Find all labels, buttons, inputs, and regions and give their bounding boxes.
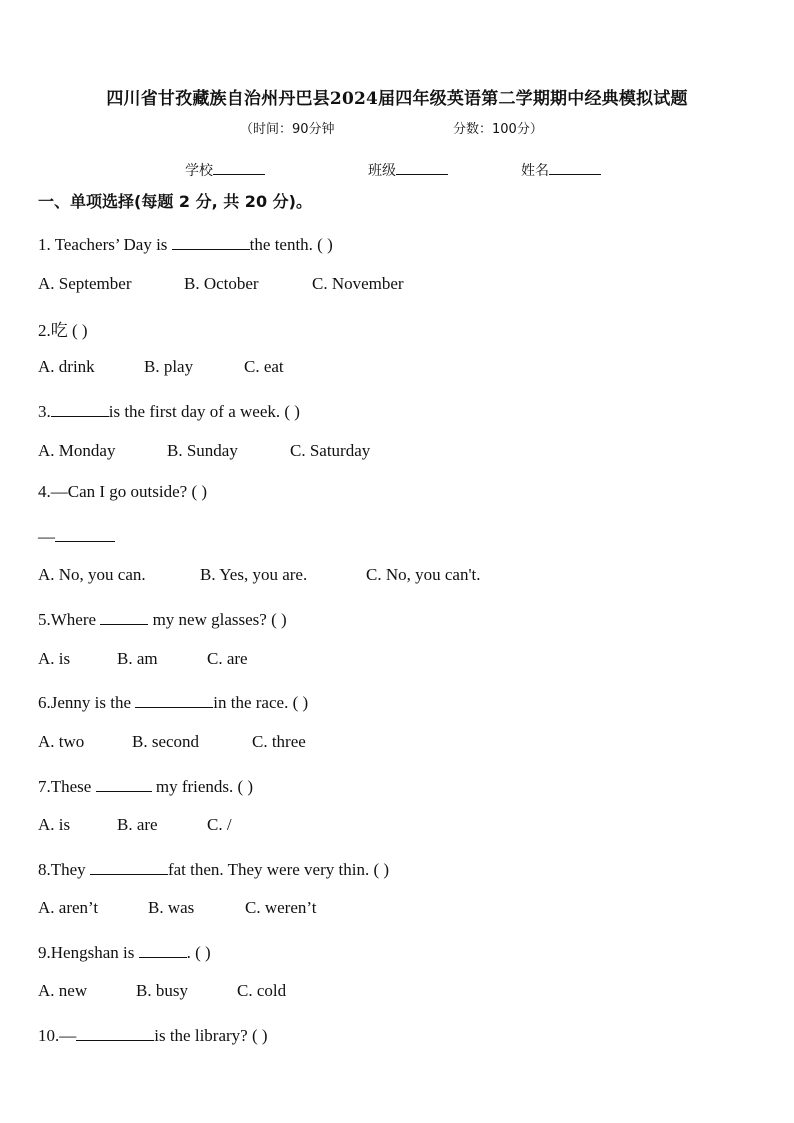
question-stem: 2.吃 ( ) [38,321,88,340]
school-field [185,160,265,180]
option-b[interactable]: B. was [148,898,195,917]
question-9 [38,940,211,963]
option-c[interactable]: C. No, you can't. [366,565,481,584]
option-b[interactable]: B. am [117,649,158,668]
question-stem: 5.Where [38,610,101,629]
question-stem: 7.These [38,777,96,796]
option-b[interactable]: B. busy [136,981,188,1000]
option-c[interactable]: C. November [312,274,404,293]
answer-blank[interactable] [76,1023,154,1041]
question-6 [38,690,308,713]
question-stem: 9.Hengshan is [38,943,139,962]
option-c[interactable]: C. three [252,732,306,751]
school-label: 学校 [185,163,213,179]
option-b[interactable]: B. second [132,732,200,751]
name-field [521,160,601,180]
option-b[interactable]: B. Yes, you are. [200,565,308,584]
answer-blank[interactable] [96,774,152,792]
answer-blank[interactable] [100,607,148,625]
option-c[interactable]: C. eat [244,357,284,376]
question-stem: my new glasses? ( ) [148,610,287,629]
option-a[interactable]: A. drink [38,357,95,376]
question-stem: 6.Jenny is the [38,693,136,712]
question-stem: 10.— [38,1026,77,1045]
option-b[interactable]: B. October [184,274,259,293]
question-stem: fat then. They were very thin. ( ) [167,860,390,879]
answer-blank[interactable] [90,857,168,875]
school-blank[interactable] [213,160,265,175]
option-c[interactable]: C. weren’t [245,898,317,917]
answer-blank[interactable] [139,940,187,958]
question-stem: is the first day of a week. ( ) [108,402,300,421]
reply-4 [38,524,115,547]
question-stem: the tenth. ( ) [249,235,333,254]
question-stem: is the library? ( ) [154,1026,268,1045]
option-c[interactable]: C. / [207,815,232,834]
answer-blank[interactable] [135,690,213,708]
class-label: 班级 [368,163,396,179]
option-a[interactable]: A. September [38,274,132,293]
question-8 [38,857,389,880]
answer-blank[interactable] [55,524,115,542]
question-stem: . ( ) [186,943,211,962]
option-c[interactable]: C. are [207,649,248,668]
option-a[interactable]: A. Monday [38,441,116,460]
option-a[interactable]: A. new [38,981,88,1000]
question-4 [38,482,207,502]
option-b[interactable]: B. play [144,357,194,376]
page-title: 四川省甘孜藏族自治州丹巴县2024届四年级英语第二学期期中经典模拟试题 [106,89,688,109]
question-1 [38,232,333,255]
option-a[interactable]: A. No, you can. [38,565,146,584]
option-c[interactable]: C. Saturday [290,441,371,460]
question-stem: in the race. ( ) [213,693,309,712]
question-5 [38,607,287,630]
question-stem: 4.—Can I go outside? ( ) [38,482,208,501]
exam-time: （时间：90分钟 [240,122,335,137]
option-a[interactable]: A. aren’t [38,898,99,917]
question-stem: 3. [38,402,51,421]
question-3 [38,399,300,422]
name-blank[interactable] [549,160,601,175]
class-blank[interactable] [396,160,448,175]
option-a[interactable]: A. two [38,732,85,751]
option-b[interactable]: B. are [117,815,158,834]
section-heading: 一、单项选择(每题 2 分, 共 20 分)。 [38,192,312,211]
exam-score: 分数：100分） [453,122,543,137]
answer-blank[interactable] [172,232,250,250]
question-7 [38,774,253,797]
name-label: 姓名 [521,163,549,179]
reply-dash: — [38,527,55,546]
question-2 [38,316,88,341]
question-stem: 1. Teachers’ Day is [38,235,172,254]
option-c[interactable]: C. cold [237,981,287,1000]
answer-blank[interactable] [51,399,109,417]
question-stem: 8.They [38,860,90,879]
class-field [368,160,448,180]
question-stem: my friends. ( ) [151,777,254,796]
option-a[interactable]: A. is [38,649,71,668]
option-b[interactable]: B. Sunday [167,441,238,460]
option-a[interactable]: A. is [38,815,71,834]
question-10 [38,1023,268,1046]
